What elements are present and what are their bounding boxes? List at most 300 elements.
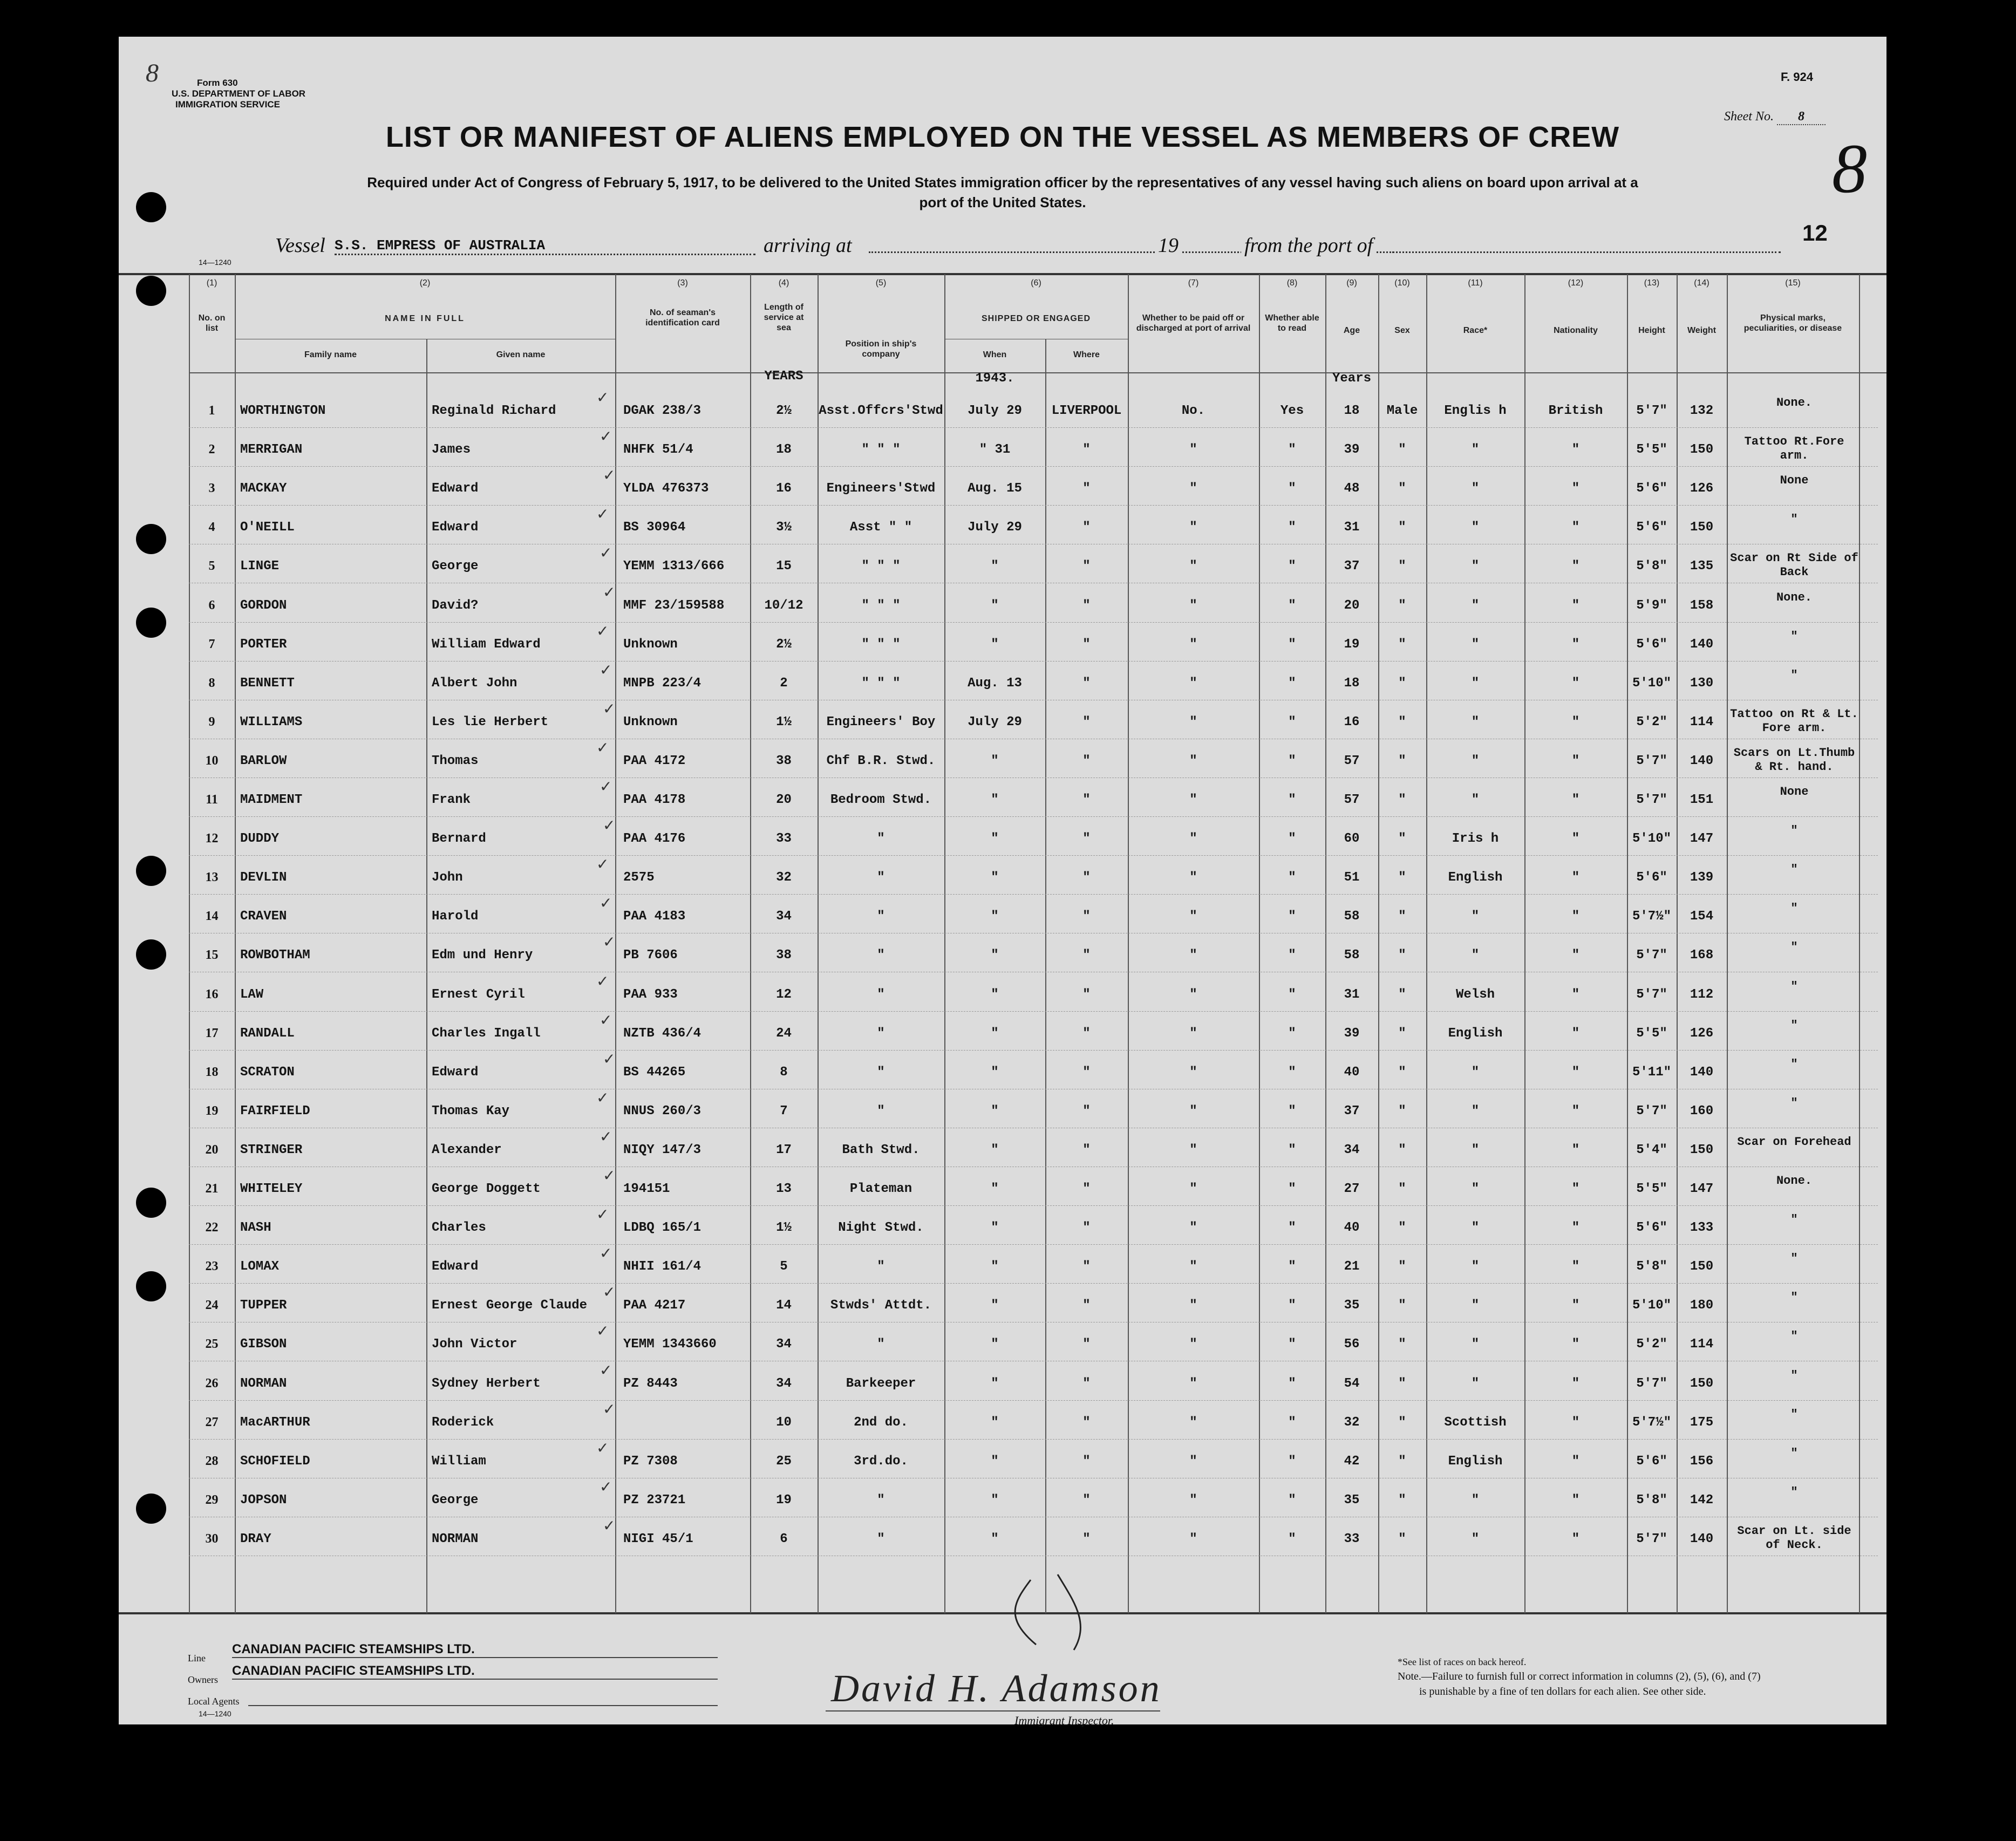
cell-no: 5 <box>208 559 215 573</box>
cell-read: " <box>1288 1415 1296 1430</box>
cell-paid: " <box>1189 1454 1197 1469</box>
cell-nationality: " <box>1571 1026 1580 1041</box>
row-separator <box>189 427 1878 428</box>
header-shipped: SHIPPED OR ENGAGED <box>981 314 1091 323</box>
check-mark-icon: ✓ <box>603 1517 616 1535</box>
cell-sex: " <box>1398 793 1406 807</box>
cell-nationality: " <box>1571 1454 1580 1469</box>
cell-service: 34 <box>776 1376 792 1391</box>
cell-id: YLDA 476373 <box>623 481 709 496</box>
cell-id: NZTB 436/4 <box>623 1026 701 1041</box>
header-given-name: Given name <box>496 350 546 359</box>
table-top-border <box>119 273 1886 275</box>
cell-when: July 29 <box>968 520 1022 535</box>
cell-marks: " <box>1790 902 1798 915</box>
arriving-label: arriving at <box>764 234 852 257</box>
row-separator <box>189 1439 1878 1440</box>
cell-nationality: " <box>1571 948 1580 963</box>
cell-when: " <box>991 1065 999 1080</box>
check-mark-icon: ✓ <box>603 933 616 951</box>
cell-paid: " <box>1189 559 1197 574</box>
cell-given: James <box>432 442 471 457</box>
cell-age: 54 <box>1344 1376 1360 1391</box>
cell-where: " <box>1082 598 1091 613</box>
form-code: 14—1240 <box>199 258 231 267</box>
cell-sex: " <box>1398 1376 1406 1391</box>
cell-family: NORMAN <box>240 1376 287 1391</box>
cell-marks: Tattoo on Rt & Lt. Fore arm. <box>1730 707 1858 735</box>
cell-no: 14 <box>205 909 219 923</box>
cell-id: YEMM 1343660 <box>623 1337 717 1352</box>
cell-when: " <box>991 1298 999 1313</box>
cell-when: July 29 <box>968 715 1022 729</box>
cell-where: " <box>1082 754 1091 768</box>
header-no-on-list: No. on list <box>198 313 226 333</box>
cell-id: BS 44265 <box>623 1065 686 1080</box>
cell-given: Ernest George Claude <box>432 1298 588 1313</box>
cell-service: 12 <box>776 987 792 1002</box>
cell-when: " 31 <box>979 442 1011 457</box>
cell-where: " <box>1082 1454 1091 1469</box>
cell-weight: 140 <box>1690 1065 1714 1080</box>
cell-sex: " <box>1398 1454 1406 1469</box>
cell-position: " <box>877 1337 885 1352</box>
cell-id: PZ 8443 <box>623 1376 678 1391</box>
header-where: Where <box>1073 350 1100 359</box>
row-separator <box>189 1283 1878 1284</box>
cell-age: 37 <box>1344 1104 1360 1119</box>
cell-no: 9 <box>208 715 215 729</box>
cell-read: " <box>1288 1026 1296 1041</box>
cell-family: DUDDY <box>240 831 280 846</box>
cell-weight: 156 <box>1690 1454 1714 1469</box>
cell-paid: " <box>1189 1065 1197 1080</box>
cell-read: " <box>1288 520 1296 535</box>
cell-id: Unknown <box>623 637 678 652</box>
cell-service: 2½ <box>776 637 792 652</box>
cell-paid: No. <box>1181 404 1205 418</box>
cell-sex: " <box>1398 1065 1406 1080</box>
cell-paid: " <box>1189 948 1197 963</box>
cell-given: Alexander <box>432 1143 502 1157</box>
cell-race: English <box>1448 870 1503 885</box>
cell-sex: " <box>1398 442 1406 457</box>
cell-nationality: " <box>1571 870 1580 885</box>
cell-marks: " <box>1790 1329 1798 1343</box>
cell-where: " <box>1082 870 1091 885</box>
row-separator <box>189 661 1878 662</box>
footer-agents-field <box>248 1705 718 1706</box>
cell-age: 51 <box>1344 870 1360 885</box>
cell-weight: 112 <box>1690 987 1714 1002</box>
check-mark-icon: ✓ <box>596 622 609 640</box>
cell-position: " " " <box>861 559 901 574</box>
cell-sex: " <box>1398 598 1406 613</box>
cell-family: FAIRFIELD <box>240 1104 310 1119</box>
cell-id: NIQY 147/3 <box>623 1143 701 1157</box>
cell-height: 5'5" <box>1636 1182 1667 1196</box>
cell-when: " <box>991 559 999 574</box>
cell-where: " <box>1082 987 1091 1002</box>
check-mark-icon: ✓ <box>596 1439 609 1457</box>
big-number: 8 <box>1832 130 1867 208</box>
cell-position: " <box>877 948 885 963</box>
cell-read: " <box>1288 1337 1296 1352</box>
colnum-14: (14) <box>1694 278 1709 288</box>
cell-no: 2 <box>208 442 215 456</box>
cell-service: 2 <box>780 676 788 691</box>
cell-read: " <box>1288 1493 1296 1508</box>
cell-height: 5'6" <box>1636 1454 1667 1469</box>
cell-age: 58 <box>1344 948 1360 963</box>
cell-given: NORMAN <box>432 1532 479 1546</box>
subtitle-line-1: Required under Act of Congress of February 5, 1917, to be delivered to the United States immigration officer by the representatives of any vessel having such aliens on board upon arrival at a <box>367 174 1638 190</box>
row-separator <box>189 1205 1878 1206</box>
cell-read: " <box>1288 442 1296 457</box>
cell-read: " <box>1288 481 1296 496</box>
cell-service: 33 <box>776 831 792 846</box>
cell-weight: 132 <box>1690 404 1714 418</box>
cell-position: " <box>877 1104 885 1119</box>
cell-age: 18 <box>1344 404 1360 418</box>
signature-flourish <box>993 1569 1155 1655</box>
cell-sex: Male <box>1386 404 1418 418</box>
cell-family: JOPSON <box>240 1493 287 1508</box>
cell-id: NNUS 260/3 <box>623 1104 701 1119</box>
cell-read: " <box>1288 559 1296 574</box>
cell-age: 21 <box>1344 1259 1360 1274</box>
cell-position: " " " <box>861 442 901 457</box>
cell-race: " <box>1471 442 1480 457</box>
cell-age: 60 <box>1344 831 1360 846</box>
row-separator <box>189 1011 1878 1012</box>
cell-read: " <box>1288 793 1296 807</box>
cell-race: " <box>1471 1259 1480 1274</box>
punch-hole <box>136 608 166 638</box>
cell-read: " <box>1288 715 1296 729</box>
cell-where: " <box>1082 676 1091 691</box>
cell-given: George Doggett <box>432 1182 541 1196</box>
cell-id: 194151 <box>623 1182 670 1196</box>
cell-nationality: " <box>1571 1376 1580 1391</box>
cell-weight: 140 <box>1690 637 1714 652</box>
f-number: F. 924 <box>1781 70 1813 84</box>
cell-paid: " <box>1189 831 1197 846</box>
check-mark-icon: ✓ <box>600 894 612 912</box>
cell-race: " <box>1471 715 1480 729</box>
cell-height: 5'9" <box>1636 598 1667 613</box>
cell-when: " <box>991 1532 999 1546</box>
cell-age: 34 <box>1344 1143 1360 1157</box>
cell-when: " <box>991 1415 999 1430</box>
cell-marks: " <box>1790 1213 1798 1226</box>
cell-nationality: " <box>1571 715 1580 729</box>
subtitle-line-2: port of the United States. <box>919 194 1086 210</box>
cell-height: 5'7" <box>1636 1532 1667 1546</box>
check-mark-icon: ✓ <box>600 427 612 445</box>
row-separator <box>189 622 1878 623</box>
cell-family: DRAY <box>240 1532 271 1546</box>
cell-service: 34 <box>776 1337 792 1352</box>
cell-id: YEMM 1313/666 <box>623 559 725 574</box>
cell-race: " <box>1471 1298 1480 1313</box>
cell-race: English <box>1448 1454 1503 1469</box>
cell-nationality: " <box>1571 909 1580 924</box>
note-fine: is punishable by a fine of ten dollars for each alien. See other side. <box>1419 1686 1706 1697</box>
cell-when: Aug. 13 <box>968 676 1022 691</box>
check-mark-icon: ✓ <box>600 1244 612 1262</box>
cell-weight: 142 <box>1690 1493 1714 1508</box>
cell-paid: " <box>1189 754 1197 768</box>
cell-read: " <box>1288 1220 1296 1235</box>
cell-family: STRINGER <box>240 1143 303 1157</box>
colnum-2: (2) <box>419 278 431 288</box>
cell-height: 5'8" <box>1636 1493 1667 1508</box>
cell-where: " <box>1082 637 1091 652</box>
cell-family: MacARTHUR <box>240 1415 310 1430</box>
check-mark-icon: ✓ <box>603 466 616 484</box>
header-name-in-full: NAME IN FULL <box>385 314 465 323</box>
cell-sex: " <box>1398 1104 1406 1119</box>
cell-height: 5'2" <box>1636 715 1667 729</box>
header-physical-marks: Physical marks, peculiarities, or disease <box>1743 313 1842 333</box>
cell-marks: " <box>1790 1447 1798 1460</box>
punch-hole <box>136 939 166 970</box>
cell-no: 3 <box>208 481 215 495</box>
cell-marks: Tattoo Rt.Fore arm. <box>1744 435 1844 462</box>
inspector-signature: David H. Adamson <box>831 1667 1162 1710</box>
cell-family: MAIDMENT <box>240 793 303 807</box>
check-mark-icon: ✓ <box>596 388 609 406</box>
cell-age: 20 <box>1344 598 1360 613</box>
service: IMMIGRATION SERVICE <box>175 99 280 110</box>
cell-paid: " <box>1189 1532 1197 1546</box>
cell-id: PAA 4176 <box>623 831 686 846</box>
cell-given: Charles Ingall <box>432 1026 541 1041</box>
cell-marks: " <box>1790 1096 1798 1110</box>
cell-no: 4 <box>208 520 215 534</box>
check-mark-icon: ✓ <box>600 1128 612 1145</box>
cell-no: 23 <box>205 1259 219 1273</box>
cell-given: Edward <box>432 1065 479 1080</box>
cell-where: " <box>1082 909 1091 924</box>
cell-height: 5'7½" <box>1632 1415 1671 1430</box>
cell-sex: " <box>1398 1493 1406 1508</box>
cell-nationality: " <box>1571 1104 1580 1119</box>
cell-paid: " <box>1189 676 1197 691</box>
cell-race: English <box>1448 1026 1503 1041</box>
cell-no: 16 <box>205 987 219 1001</box>
year-1943: 1943. <box>975 371 1014 386</box>
cell-no: 21 <box>205 1182 219 1196</box>
cell-position: Plateman <box>849 1182 912 1196</box>
cell-id: PAA 4178 <box>623 793 686 807</box>
cell-no: 29 <box>205 1493 219 1507</box>
cell-no: 6 <box>208 598 215 612</box>
cell-race: " <box>1471 793 1480 807</box>
cell-when: " <box>991 637 999 652</box>
cell-where: " <box>1082 793 1091 807</box>
cell-race: Englis h <box>1444 404 1507 418</box>
cell-where: " <box>1082 1493 1091 1508</box>
cell-height: 5'7" <box>1636 1376 1667 1391</box>
cell-marks: " <box>1790 669 1798 682</box>
cell-age: 18 <box>1344 676 1360 691</box>
vessel-label: Vessel <box>275 234 325 257</box>
cell-sex: " <box>1398 1298 1406 1313</box>
cell-weight: 175 <box>1690 1415 1714 1430</box>
cell-weight: 130 <box>1690 676 1714 691</box>
cell-no: 8 <box>208 676 215 690</box>
cell-no: 20 <box>205 1143 219 1157</box>
cell-weight: 126 <box>1690 1026 1714 1041</box>
cell-paid: " <box>1189 1376 1197 1391</box>
colnum-15: (15) <box>1785 278 1801 288</box>
cell-given: Sydney Herbert <box>432 1376 541 1391</box>
cell-height: 5'7" <box>1636 754 1667 768</box>
cell-given: Edm und Henry <box>432 948 533 963</box>
cell-service: 16 <box>776 481 792 496</box>
cell-when: " <box>991 870 999 885</box>
form-number: Form 630 <box>197 78 238 88</box>
cell-paid: " <box>1189 1143 1197 1157</box>
year-label: 19 <box>1155 234 1182 257</box>
cell-service: 6 <box>780 1532 788 1546</box>
cell-no: 12 <box>205 831 219 846</box>
cell-no: 11 <box>206 793 218 807</box>
cell-where: " <box>1082 1143 1091 1157</box>
cell-paid: " <box>1189 598 1197 613</box>
cell-read: " <box>1288 637 1296 652</box>
cell-weight: 147 <box>1690 1182 1714 1196</box>
cell-family: ROWBOTHAM <box>240 948 310 963</box>
row-separator <box>189 816 1878 817</box>
header-id-card: No. of seaman's identification card <box>645 308 720 328</box>
cell-service: 15 <box>776 559 792 574</box>
cell-sex: " <box>1398 1337 1406 1352</box>
cell-service: 10/12 <box>764 598 803 613</box>
cell-position: " <box>877 987 885 1002</box>
check-mark-icon: ✓ <box>603 816 616 834</box>
footer-line-value: CANADIAN PACIFIC STEAMSHIPS LTD. <box>232 1642 718 1658</box>
cell-weight: 139 <box>1690 870 1714 885</box>
cell-paid: " <box>1189 793 1197 807</box>
row-separator <box>189 1244 1878 1245</box>
check-mark-icon: ✓ <box>603 1400 616 1418</box>
cell-where: " <box>1082 948 1091 963</box>
cell-paid: " <box>1189 1337 1197 1352</box>
cell-race: " <box>1471 754 1480 768</box>
cell-height: 5'7½" <box>1632 909 1671 924</box>
page-title: LIST OR MANIFEST OF ALIENS EMPLOYED ON THE VESSEL AS MEMBERS OF CREW <box>385 121 1620 153</box>
cell-paid: " <box>1189 1415 1197 1430</box>
cell-when: " <box>991 831 999 846</box>
sheet-number: 8 <box>1777 110 1826 125</box>
cell-family: SCRATON <box>240 1065 295 1080</box>
header-height: Height <box>1638 326 1665 335</box>
cell-weight: 160 <box>1690 1104 1714 1119</box>
row-separator <box>189 855 1878 856</box>
cell-sex: " <box>1398 1220 1406 1235</box>
cell-read: " <box>1288 831 1296 846</box>
cell-no: 15 <box>205 948 219 962</box>
cell-given: Thomas <box>432 754 479 768</box>
cell-marks: None. <box>1776 1174 1812 1188</box>
cell-height: 5'11" <box>1632 1065 1671 1080</box>
cell-service: 2½ <box>776 404 792 418</box>
cell-when: " <box>991 598 999 613</box>
cell-read: " <box>1288 1143 1296 1157</box>
check-mark-icon: ✓ <box>596 505 609 523</box>
cell-id: Unknown <box>623 715 678 729</box>
cell-service: 19 <box>776 1493 792 1508</box>
cell-when: July 29 <box>968 404 1022 418</box>
cell-given: John Victor <box>432 1337 517 1352</box>
header-able-read: Whether able to read <box>1265 313 1319 333</box>
cell-marks: " <box>1790 1291 1798 1304</box>
cell-weight: 158 <box>1690 598 1714 613</box>
cell-age: 39 <box>1344 1026 1360 1041</box>
cell-height: 5'10" <box>1632 676 1671 691</box>
cell-given: Charles <box>432 1220 486 1235</box>
cell-nationality: British <box>1548 404 1603 418</box>
cell-age: 57 <box>1344 793 1360 807</box>
cell-service: 14 <box>776 1298 792 1313</box>
cell-nationality: " <box>1571 676 1580 691</box>
cell-where: " <box>1082 1026 1091 1041</box>
colnum-12: (12) <box>1568 278 1584 288</box>
cell-height: 5'7" <box>1636 948 1667 963</box>
cell-id: PB 7606 <box>623 948 678 963</box>
cell-sex: " <box>1398 1026 1406 1041</box>
cell-sex: " <box>1398 948 1406 963</box>
cell-sex: " <box>1398 1532 1406 1546</box>
cell-age: 48 <box>1344 481 1360 496</box>
cell-race: " <box>1471 1532 1480 1546</box>
cell-race: Welsh <box>1455 987 1495 1002</box>
cell-given: John <box>432 870 463 885</box>
cell-paid: " <box>1189 520 1197 535</box>
colnum-11: (11) <box>1468 278 1483 288</box>
cell-where: " <box>1082 831 1091 846</box>
cell-sex: " <box>1398 987 1406 1002</box>
sheet-label-text: Sheet No. <box>1724 110 1774 124</box>
cell-paid: " <box>1189 1298 1197 1313</box>
cell-id: NHII 161/4 <box>623 1259 701 1274</box>
cell-where: " <box>1082 1259 1091 1274</box>
row-separator <box>189 894 1878 895</box>
cell-where: LIVERPOOL <box>1051 404 1122 418</box>
header-family-name: Family name <box>304 350 357 359</box>
colnum-7: (7) <box>1188 278 1199 288</box>
cell-no: 28 <box>205 1454 219 1468</box>
colnum-4: (4) <box>778 278 789 288</box>
cell-position: " " " <box>861 676 901 691</box>
cell-service: 17 <box>776 1143 792 1157</box>
check-mark-icon: ✓ <box>603 583 616 601</box>
cell-id: MMF 23/159588 <box>623 598 725 613</box>
cell-where: " <box>1082 1104 1091 1119</box>
cell-marks: " <box>1790 1369 1798 1382</box>
footer-owners-value: CANADIAN PACIFIC STEAMSHIPS LTD. <box>232 1663 718 1680</box>
cell-race: Iris h <box>1452 831 1499 846</box>
cell-position: " <box>877 870 885 885</box>
cell-position: " <box>877 1065 885 1080</box>
cell-marks: " <box>1790 630 1798 643</box>
department: U.S. DEPARTMENT OF LABOR <box>172 88 306 99</box>
punch-hole <box>136 856 166 886</box>
cell-position: Barkeeper <box>846 1376 916 1391</box>
